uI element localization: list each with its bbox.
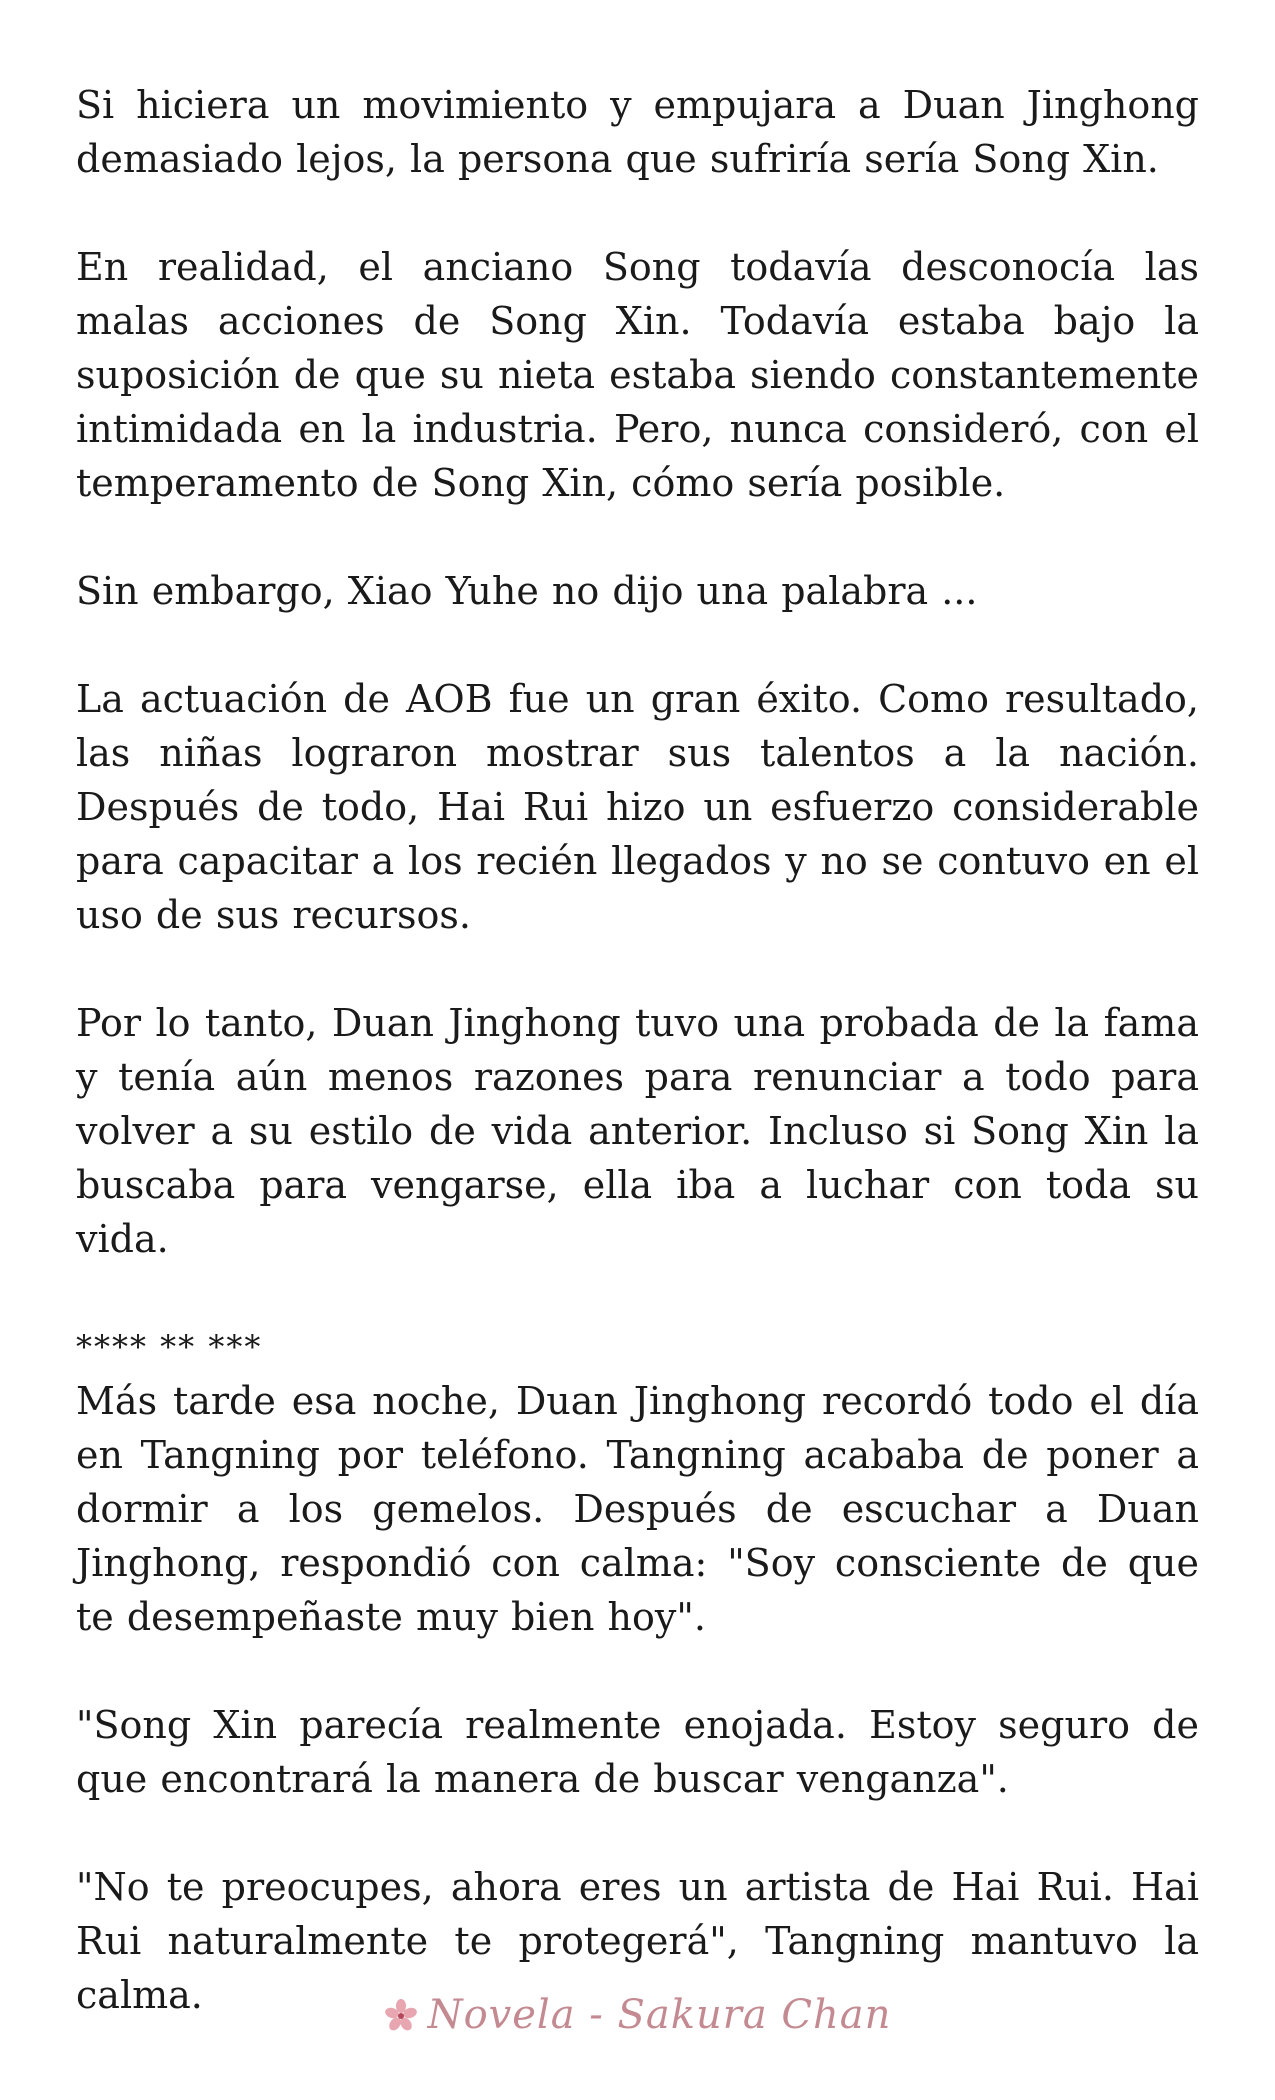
chapter-text xyxy=(76,78,1199,2022)
paragraph-2: En realidad, el anciano Song todavía desconocía las malas acciones de Song Xin. Todavía estaba bajo la suposición de que su nieta estaba siendo constantemente intimidada en la industria. Pero, nunca consideró, con el temperamento de Song Xin, cómo sería posible. xyxy=(76,245,1199,505)
paragraph-4: La actuación de AOB fue un gran éxito. Como resultado, las niñas lograron mostrar sus talentos a la nación. Después de todo, Hai Rui hizo un esfuerzo considerable para capacitar a los recién llegados y no se contuvo en el uso de sus recursos. xyxy=(76,677,1199,937)
paragraph-6: Más tarde esa noche, Duan Jinghong recordó todo el día en Tangning por teléfono. Tangning acababa de poner a dormir a los gemelos. Después de escuchar a Duan Jinghong, respondió con calma: "Soy consciente de que te desempeñaste muy bien hoy". xyxy=(76,1379,1199,1639)
scene-separator: **** ** *** xyxy=(76,1328,263,1366)
watermark-text: Novela - Sakura Chan xyxy=(427,1992,892,2038)
paragraph-3: Sin embargo, Xiao Yuhe no dijo una palabra ... xyxy=(76,569,978,613)
paragraph-8: "No te preocupes, ahora eres un artista de Hai Rui. Hai Rui naturalmente te protegerá", Tangning mantuvo la calma. xyxy=(76,1865,1199,2017)
paragraph-1: Si hiciera un movimiento y empujara a Duan Jinghong demasiado lejos, la persona que sufriría sería Song Xin. xyxy=(76,83,1199,181)
paragraph-7: "Song Xin parecía realmente enojada. Estoy seguro de que encontrará la manera de buscar venganza". xyxy=(76,1703,1199,1801)
paragraph-5: Por lo tanto, Duan Jinghong tuvo una probada de la fama y tenía aún menos razones para renunciar a todo para volver a su estilo de vida anterior. Incluso si Song Xin la buscaba para vengarse, ella iba a luchar con toda su vida. xyxy=(76,1001,1199,1261)
watermark xyxy=(0,1985,1275,2045)
sakura-flower-icon xyxy=(384,1998,418,2032)
